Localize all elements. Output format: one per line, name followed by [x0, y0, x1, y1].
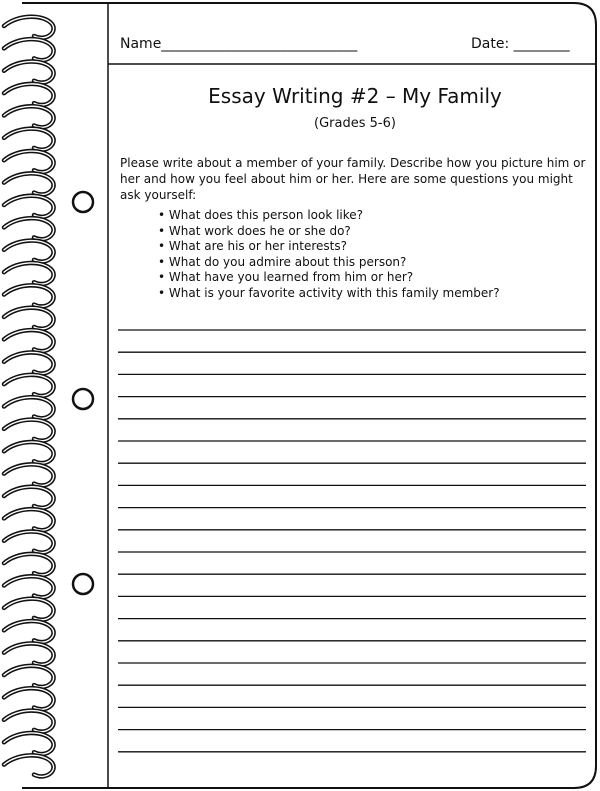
- writing-area: [118, 0, 588, 791]
- binder-hole: [73, 389, 93, 409]
- question-item: • What does this person look like?: [158, 208, 500, 224]
- question-item: • What do you admire about this person?: [158, 255, 500, 271]
- question-item: • What have you learned from him or her?: [158, 270, 500, 286]
- page-title: Essay Writing #2 – My Family: [208, 84, 502, 108]
- name-field: Name____________________________: [120, 36, 358, 52]
- date-field: Date: ________: [471, 36, 570, 52]
- instructions-text: Please write about a member of your family. Describe how you picture him or her and how you feel about him or her. Here are some questions you might ask yourself:: [120, 156, 586, 202]
- binder-hole: [73, 574, 93, 594]
- question-item: • What is your favorite activity with this family member?: [158, 286, 500, 302]
- binder-hole: [73, 192, 93, 212]
- question-item: • What work does he or she do?: [158, 224, 500, 240]
- question-item: • What are his or her interests?: [158, 239, 500, 255]
- grade-level: (Grades 5-6): [314, 116, 396, 131]
